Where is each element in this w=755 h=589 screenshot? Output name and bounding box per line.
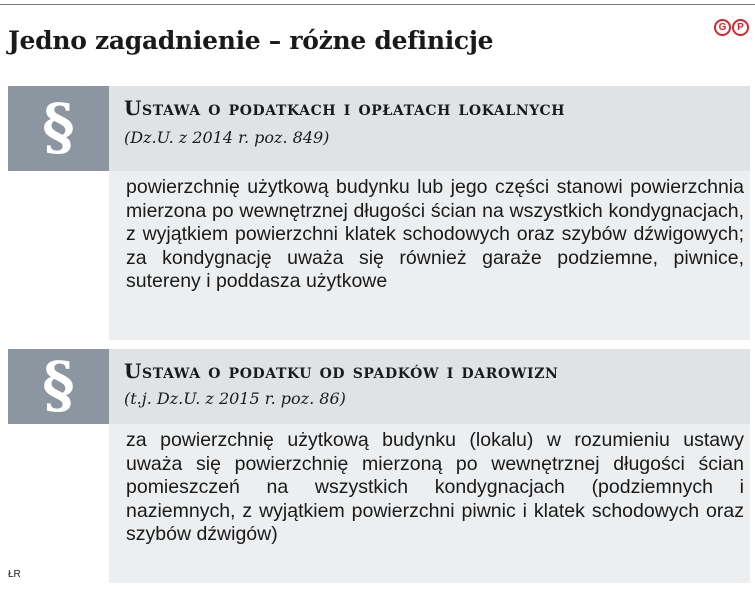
act-definition: za powierzchnię użytkową budynku (lokalu) w rozumieniu ustawy uważa się powierzchnię mierzoną po wewnętrznej długości ścian pomieszczeń na wszystkich kondygnacjach (podziemnych i naziemnych, z wyjątkiem powierzchni piwnic i klatek schodowych oraz szybów dźwigów) (126, 429, 744, 545)
act-reference: (Dz.U. z 2014 r. poz. 849) (124, 128, 330, 147)
section-symbol-icon: § (42, 347, 75, 421)
page-title: Jedno zagadnienie – różne definicje (8, 26, 494, 55)
act-block-local-taxes (8, 86, 750, 340)
act-header (109, 86, 750, 171)
section-symbol-box (8, 86, 109, 171)
act-header (109, 349, 750, 424)
logo-g-icon: G (714, 19, 731, 36)
act-title: Ustawa o podatkach i opłatach lokalnych (124, 96, 566, 120)
logo-p-icon: P (732, 19, 749, 36)
section-symbol-box (8, 349, 109, 424)
top-rule (0, 4, 755, 5)
act-block-inheritance-tax (8, 349, 750, 583)
publisher-logo (714, 19, 749, 36)
act-reference: (t.j. Dz.U. z 2015 r. poz. 86) (124, 389, 346, 408)
act-definition-box (109, 424, 750, 583)
act-definition-box (109, 171, 750, 340)
section-symbol-icon: § (42, 89, 75, 163)
author-credit: ŁR (8, 569, 21, 580)
act-title: Ustawa o podatku od spadków i darowizn (124, 359, 559, 383)
act-definition: powierzchnię użytkową budynku lub jego części stanowi powierzchnia mierzona po wewnętrznej długości ścian na wszystkich kondygnacjach, z wyjątkiem powierzchni klatek schodowych oraz szybów dźwigowych; za kondygnację uważa się również garaże podziemne, piwnice, sutereny i poddasza użytkowe (126, 176, 744, 292)
